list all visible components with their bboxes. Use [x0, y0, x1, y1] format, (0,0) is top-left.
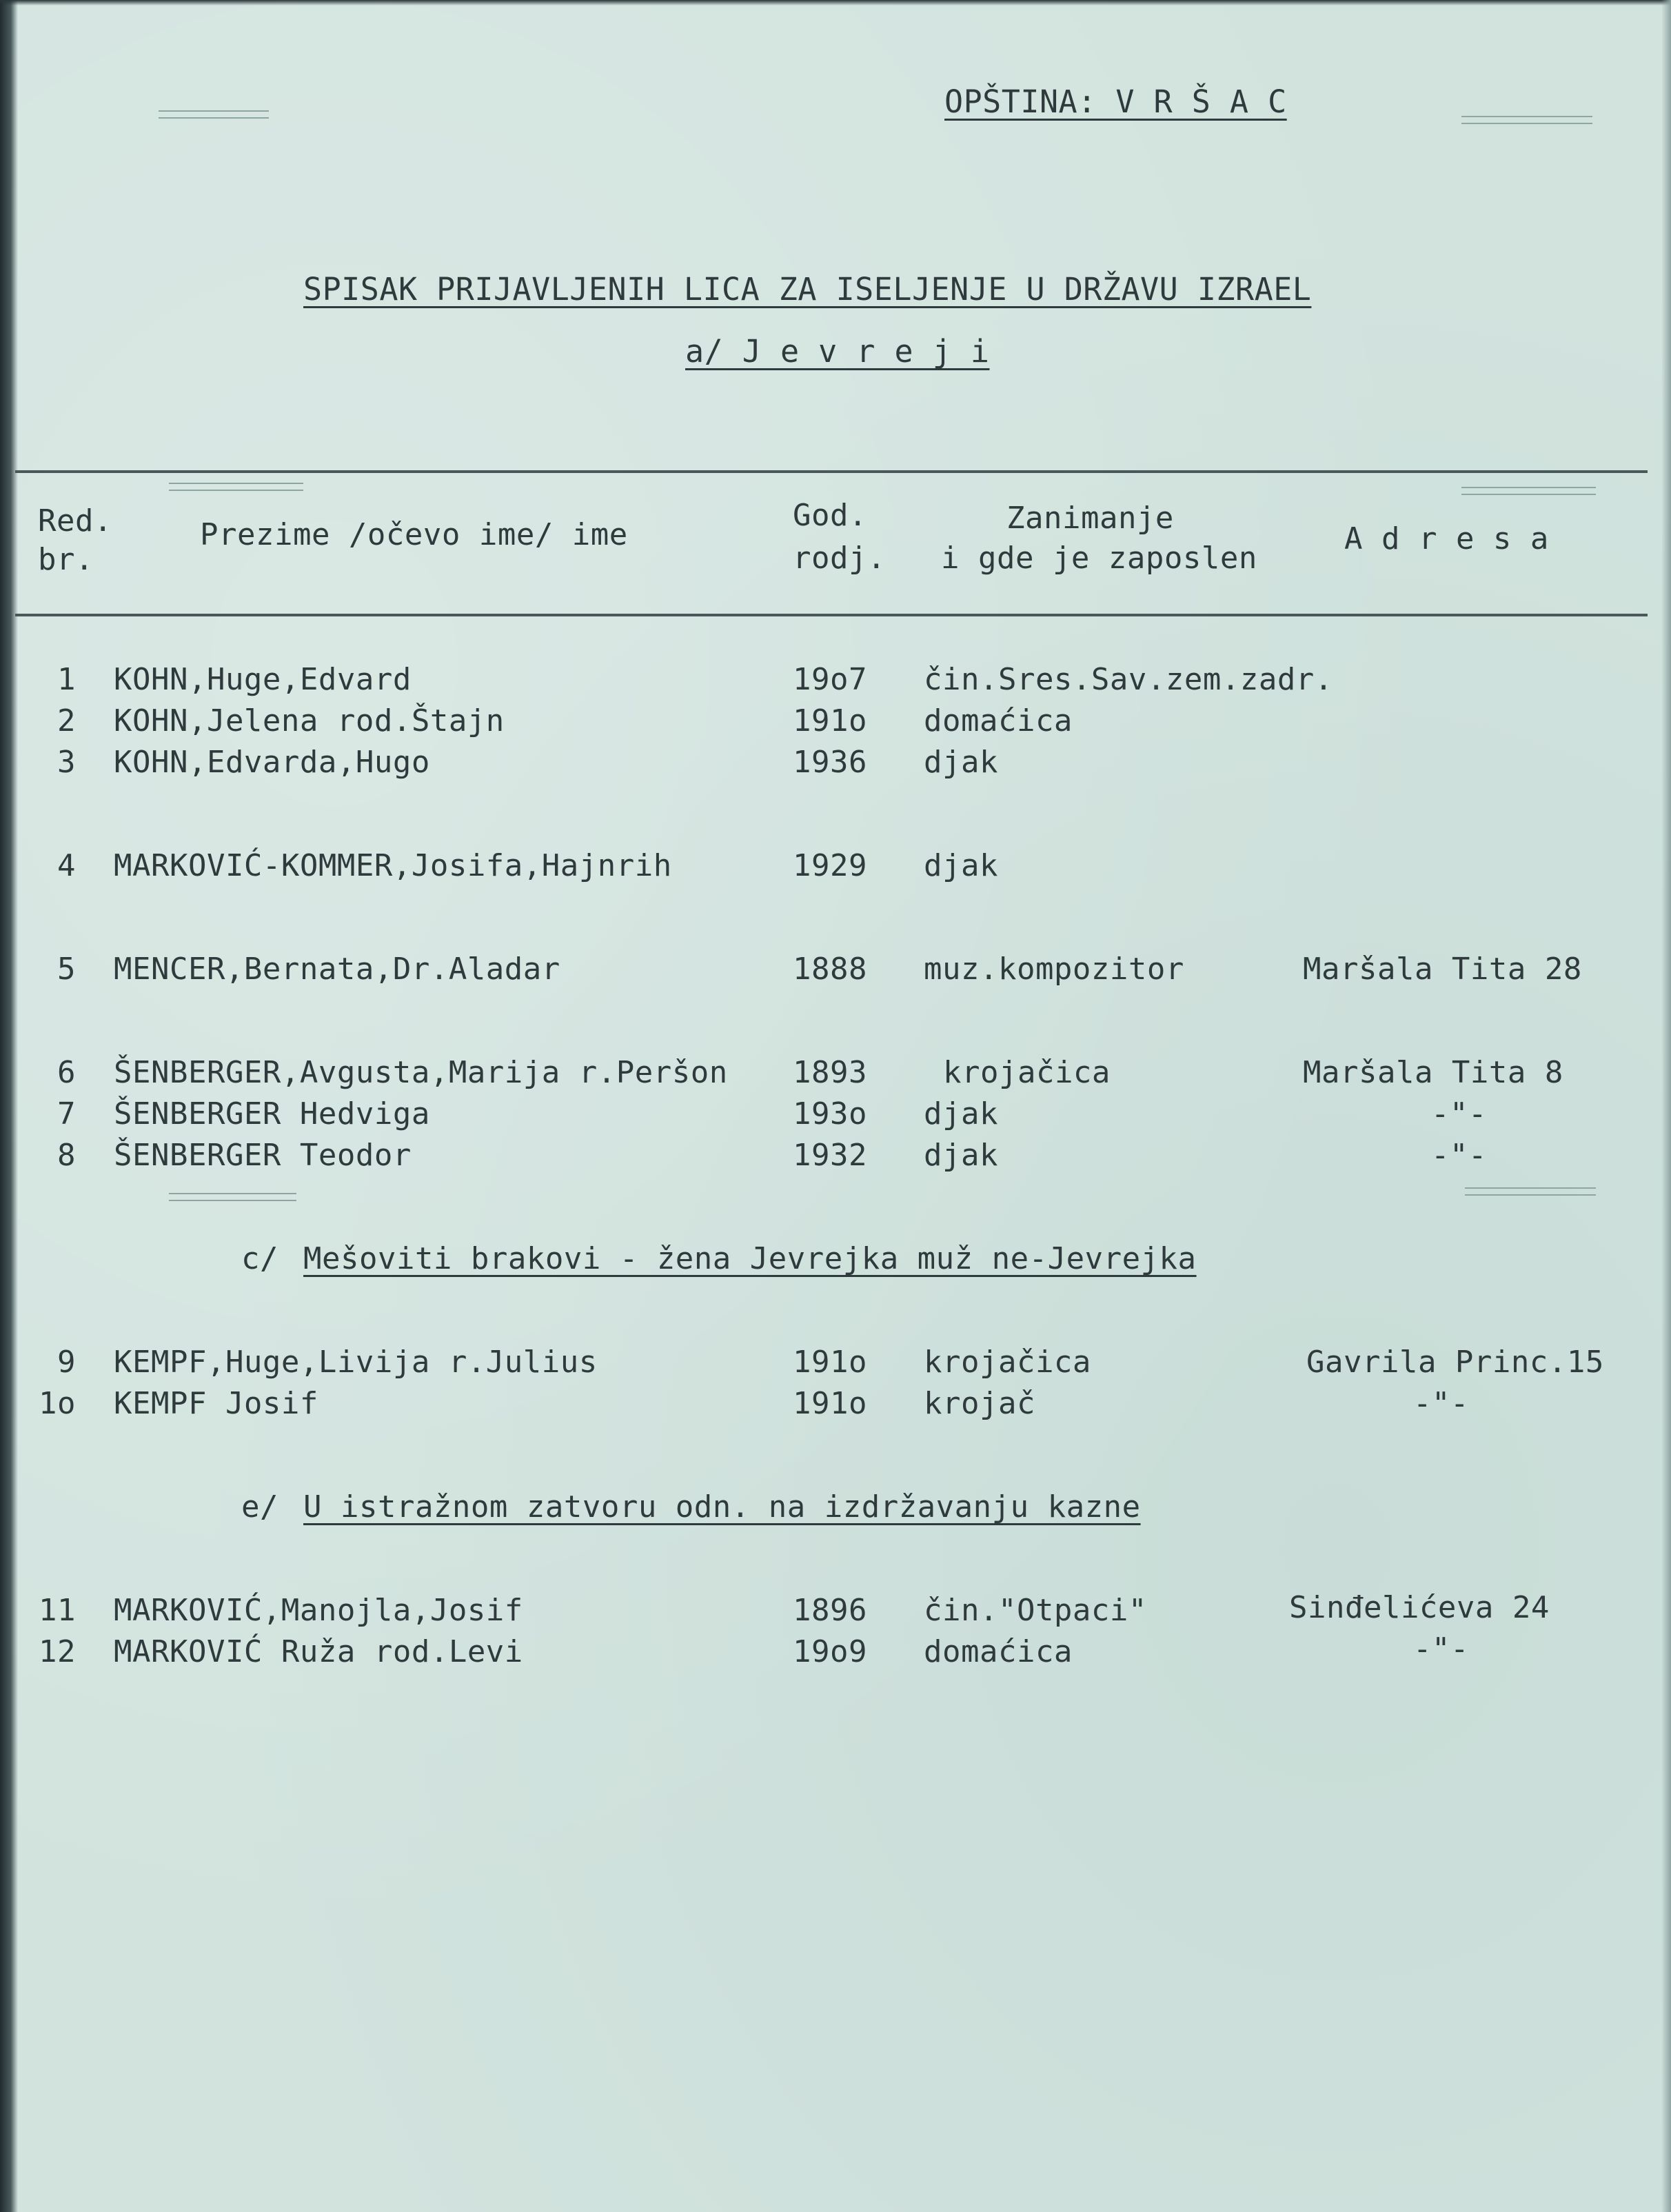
row-number: 5: [57, 952, 76, 987]
row-year: 193o: [793, 1096, 867, 1132]
row-address: -"-: [1431, 1138, 1487, 1173]
row-name: KEMPF,Huge,Livija r.Julius: [114, 1345, 598, 1380]
row-name: MARKOVIĆ,Manojla,Josif: [114, 1593, 523, 1628]
col-header-year-1: God.: [793, 498, 867, 533]
row-occupation: domaćica: [924, 703, 1073, 738]
row-year: 1893: [793, 1055, 867, 1090]
scan-edge-top: [0, 0, 1671, 6]
row-name: ŠENBERGER Teodor: [114, 1138, 412, 1173]
col-header-occupation-2: i gde je zaposlen: [941, 541, 1257, 576]
col-header-br: br.: [38, 542, 94, 577]
section-c-heading: Mešoviti brakovi - žena Jevrejka muž ne-Jevrejka: [303, 1241, 1197, 1276]
row-year: 1936: [793, 745, 867, 780]
document-title: SPISAK PRIJAVLJENIH LICA ZA ISELJENJE U DRŽAVU IZRAEL: [303, 271, 1312, 308]
row-year: 191o: [793, 1345, 867, 1380]
row-number: 1o: [39, 1386, 76, 1421]
decor-double-line: [1461, 116, 1592, 124]
row-number: 8: [57, 1138, 76, 1173]
table-top-rule: [15, 470, 1648, 473]
row-name: MARKOVIĆ-KOMMER,Josifa,Hajnrih: [114, 848, 672, 883]
row-name: KOHN,Jelena rod.Štajn: [114, 703, 505, 738]
row-occupation: krojačica: [924, 1345, 1091, 1380]
row-occupation: domaćica: [924, 1634, 1073, 1669]
row-name: ŠENBERGER Hedviga: [114, 1096, 430, 1132]
col-header-year-2: rodj.: [793, 541, 886, 576]
row-number: 4: [57, 848, 76, 883]
decor-double-line: [159, 110, 269, 119]
scan-edge-left: [0, 0, 18, 2212]
section-a-heading: a/ J e v r e j i: [685, 333, 990, 370]
row-name: MENCER,Bernata,Dr.Aladar: [114, 952, 560, 987]
row-address: Sinđelićeva 24: [1289, 1590, 1550, 1625]
row-occupation: muz.kompozitor: [924, 952, 1184, 987]
section-c-prefix: c/: [241, 1241, 278, 1276]
row-address: Gavrila Princ.15: [1306, 1345, 1604, 1380]
row-name: ŠENBERGER,Avgusta,Marija r.Peršon: [114, 1055, 728, 1090]
col-header-red: Red.: [38, 503, 112, 539]
col-header-address: A d r e s a: [1344, 521, 1549, 556]
decor-double-line: [169, 483, 303, 491]
row-number: 11: [39, 1593, 76, 1628]
row-occupation: krojač: [924, 1386, 1035, 1421]
row-name: MARKOVIĆ Ruža rod.Levi: [114, 1634, 523, 1669]
row-year: 19o9: [793, 1634, 867, 1669]
row-number: 3: [57, 745, 76, 780]
section-e-heading: U istražnom zatvoru odn. na izdržavanju kazne: [303, 1489, 1141, 1525]
row-number: 12: [39, 1634, 76, 1669]
row-year: 191o: [793, 703, 867, 738]
row-name: KOHN,Edvarda,Hugo: [114, 745, 430, 780]
row-address: Maršala Tita 28: [1303, 952, 1582, 987]
row-address: -"-: [1413, 1631, 1469, 1667]
table-header-bottom-rule: [15, 614, 1648, 616]
row-address: -"-: [1431, 1096, 1487, 1132]
row-number: 9: [57, 1345, 76, 1380]
row-name: KEMPF Josif: [114, 1386, 318, 1421]
row-name: KOHN,Huge,Edvard: [114, 662, 412, 697]
row-year: 191o: [793, 1386, 867, 1421]
row-occupation: djak: [924, 1096, 998, 1132]
row-occupation: djak: [924, 848, 998, 883]
row-number: 1: [57, 662, 76, 697]
row-occupation: djak: [924, 745, 998, 780]
row-address: -"-: [1413, 1386, 1469, 1421]
decor-double-line: [1461, 487, 1596, 495]
row-occupation: čin.Sres.Sav.zem.zadr.: [924, 662, 1333, 697]
row-number: 2: [57, 703, 76, 738]
row-number: 6: [57, 1055, 76, 1090]
row-year: 19o7: [793, 662, 867, 697]
row-year: 1932: [793, 1138, 867, 1173]
row-number: 7: [57, 1096, 76, 1132]
row-year: 1888: [793, 952, 867, 987]
decor-double-line: [169, 1193, 296, 1201]
section-e-prefix: e/: [241, 1489, 278, 1525]
decor-double-line: [1465, 1187, 1596, 1196]
row-year: 1896: [793, 1593, 867, 1628]
col-header-name: Prezime /očevo ime/ ime: [200, 517, 628, 552]
row-year: 1929: [793, 848, 867, 883]
col-header-occupation-1: Zanimanje: [1006, 501, 1174, 536]
row-occupation: krojačica: [943, 1055, 1111, 1090]
row-occupation: djak: [924, 1138, 998, 1173]
row-occupation: čin."Otpaci": [924, 1593, 1147, 1628]
municipality-heading: OPŠTINA: V R Š A C: [944, 83, 1287, 120]
scan-edge-right: [1661, 0, 1671, 2212]
row-address: Maršala Tita 8: [1303, 1055, 1563, 1090]
